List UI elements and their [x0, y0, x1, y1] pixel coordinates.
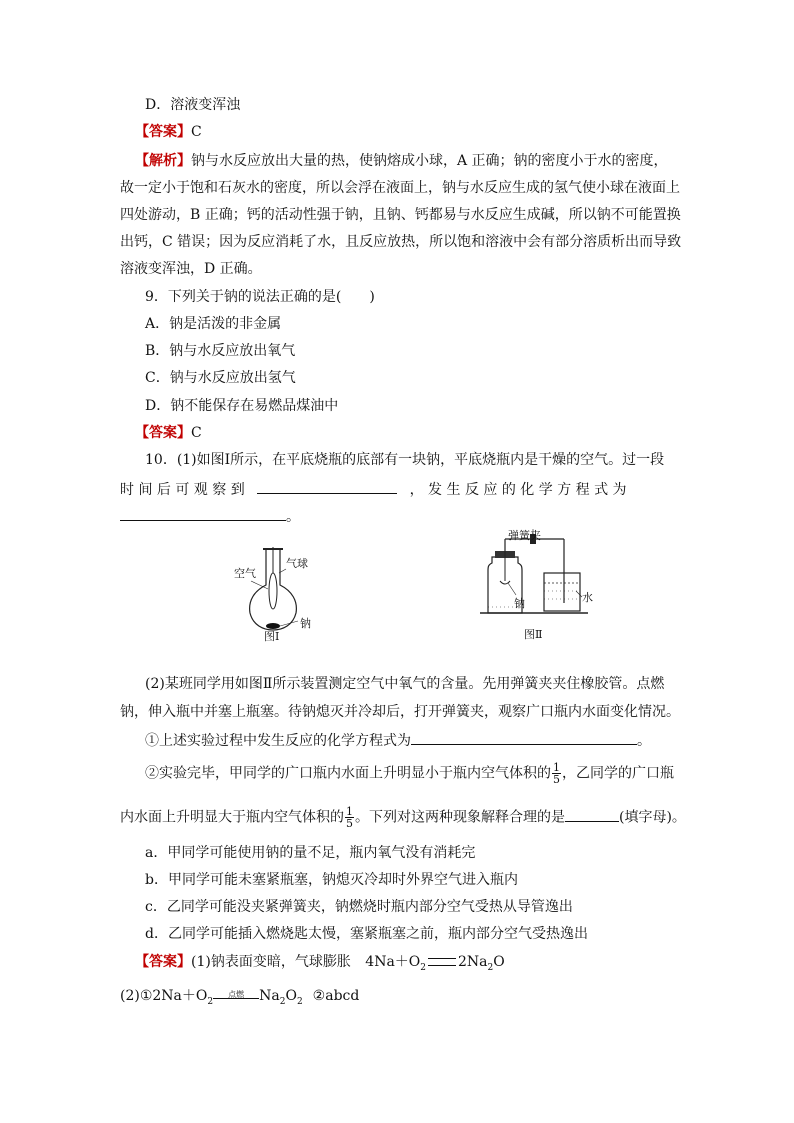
apparatus-diagram [478, 527, 608, 643]
q10-choice-b: b．甲同学可能未塞紧瓶塞，钠熄灭冷却时外界空气进入瓶内 [145, 872, 518, 888]
sub1-end: 。 [637, 733, 651, 749]
answer-blank[interactable] [120, 506, 286, 521]
figure-1 [228, 543, 328, 643]
equation-right: 2Na [458, 954, 488, 970]
q9-option-d: D．钠不能保存在易燃品煤油中 [145, 398, 339, 414]
q9-option-b: B．钠与水反应放出氧气 [145, 343, 296, 359]
equation-left: (2)①2Na＋O [120, 988, 208, 1004]
sub2-text: ，乙同学的广口瓶 [562, 765, 674, 782]
q8-analysis-line-4: 出钙，C 错误；因为反应消耗了水，且反应放热，所以饱和溶液中会有部分溶质析出而导致 [120, 234, 682, 250]
answer-blank[interactable] [257, 479, 397, 494]
q8-analysis-line-1 [135, 151, 668, 171]
answer-tag: 【答案】 [135, 954, 191, 970]
equation-1 [365, 954, 505, 973]
q10-answer-line-2: $(2)①2Na+O_2$ 点燃 $Na_2O_2$ ②abcd [120, 986, 359, 1012]
q10-choice-a: a．甲同学可能使用钠的量不足，瓶内氧气没有消耗完 [145, 845, 476, 861]
fraction-denominator: 5 [346, 817, 353, 830]
figure-2 [478, 527, 608, 643]
analysis-tag: 【解析】 [135, 153, 191, 169]
q10-choice-d: d．乙同学可能插入燃烧匙太慢，塞紧瓶塞之前，瓶内部分空气受热逸出 [145, 926, 588, 942]
sodium-label: 钠 [514, 597, 525, 610]
sub2-text: ②实验完毕，甲同学的广口瓶内水面上升明显小于瓶内空气体积的 [145, 765, 551, 782]
fraction-one-fifth [345, 806, 354, 829]
equals-sign [428, 958, 456, 966]
answer-tag: 【答案】 [135, 124, 191, 140]
answer-value: C [191, 425, 202, 441]
analysis-text: 钠与水反应放出大量的热，使钠熔成小球，A 正确；钠的密度小于水的密度， [191, 153, 668, 169]
q10-answer-line-1 [135, 952, 505, 978]
q10-part2-line-2: 钠，伸入瓶中并塞上瓶塞。待钠熄灭并冷却后，打开弹簧夹，观察广口瓶内水面变化情况。 [120, 704, 680, 720]
sub2-text: 。下列对这两种现象解释合理的是 [355, 809, 565, 826]
reaction-condition: 点燃 [228, 990, 245, 999]
stem-text: 。 [286, 509, 300, 525]
answer-tag: 【答案】 [135, 425, 191, 441]
q9-option-a: A．钠是活泼的非金属 [145, 316, 282, 332]
q10-part2-line-1: (2)某班同学用如图Ⅱ所示装置测定空气中氧气的含量。先用弹簧夹夹住橡胶管。点燃 [145, 676, 665, 692]
q8-analysis-line-5: 溶液变浑浊，D 正确。 [120, 261, 262, 277]
sodium-label: 钠 [300, 617, 311, 630]
q9-answer [135, 423, 202, 443]
q8-option-d: D．溶液变浑浊 [145, 97, 241, 113]
fraction-denominator: 5 [553, 773, 560, 786]
q8-analysis-line-3: 四处游动，B 正确；钙的活动性强于钠，且钠、钙都易与水反应生成碱，所以钠不可能置换 [120, 207, 681, 223]
sub2-text: (填字母)。 [619, 809, 686, 826]
fraction-one-fifth [552, 762, 561, 785]
subscript: 2 [420, 962, 427, 973]
q10-stem-line-3 [120, 506, 300, 527]
q10-choice-c: c．乙同学可能没夹紧弹簧夹，钠燃烧时瓶内部分空气受热从导管逸出 [145, 899, 573, 915]
subscript: 2 [207, 996, 214, 1007]
sub2-text: 内水面上升明显大于瓶内空气体积的 [120, 809, 344, 826]
reaction-arrow [213, 989, 259, 1003]
figure-1-caption: 图Ⅰ [264, 630, 280, 643]
equation-left: 4Na＋O [365, 954, 421, 970]
arrow-bar [213, 998, 259, 999]
answer-text: ②abcd [312, 988, 360, 1004]
q10-stem-line-2 [120, 479, 627, 500]
fraction-numerator: 1 [553, 761, 560, 774]
clip-label: 弹簧夹 [508, 529, 541, 542]
subscript: 2 [487, 962, 494, 973]
stem-text: 时 间 后 可 观 察 到 [120, 482, 245, 498]
stem-text: ， 发 生 反 应 的 化 学 方 程 式 为 [409, 482, 627, 498]
q9-stem: 9．下列关于钠的说法正确的是( ) [145, 289, 375, 305]
q10-sub1 [145, 730, 651, 751]
equation-right: Na [259, 988, 280, 1004]
q8-answer [135, 122, 202, 142]
subscript: 2 [279, 996, 286, 1007]
q10-sub2-line-2 [120, 806, 686, 829]
equation-right: O [493, 954, 505, 970]
answer-value: C [191, 124, 202, 140]
q8-analysis-line-2: 故一定小于饱和石灰水的密度，所以会浮在液面上，钠与水反应生成的氢气使小球在液面上 [120, 180, 680, 196]
sub1-text: ①上述实验过程中发生反应的化学方程式为 [145, 733, 411, 749]
air-label: 空气 [234, 567, 256, 580]
figure-2-caption: 图Ⅱ [524, 628, 543, 641]
answer-blank[interactable] [565, 807, 619, 822]
answer-text: (1)钠表面变暗，气球膨胀 [191, 954, 351, 970]
q10-sub2-line-1 [145, 762, 674, 785]
fraction-numerator: 1 [346, 805, 353, 818]
q9-option-c: C．钠与水反应放出氢气 [145, 370, 296, 386]
water-label: 水 [582, 591, 593, 604]
q10-stem-line-1: 10．(1)如图Ⅰ所示，在平底烧瓶的底部有一块钠，平底烧瓶内是干燥的空气。过一段 [145, 452, 665, 468]
balloon-label: 气球 [286, 557, 308, 570]
subscript: 2 [296, 996, 303, 1007]
answer-blank[interactable] [411, 730, 637, 745]
